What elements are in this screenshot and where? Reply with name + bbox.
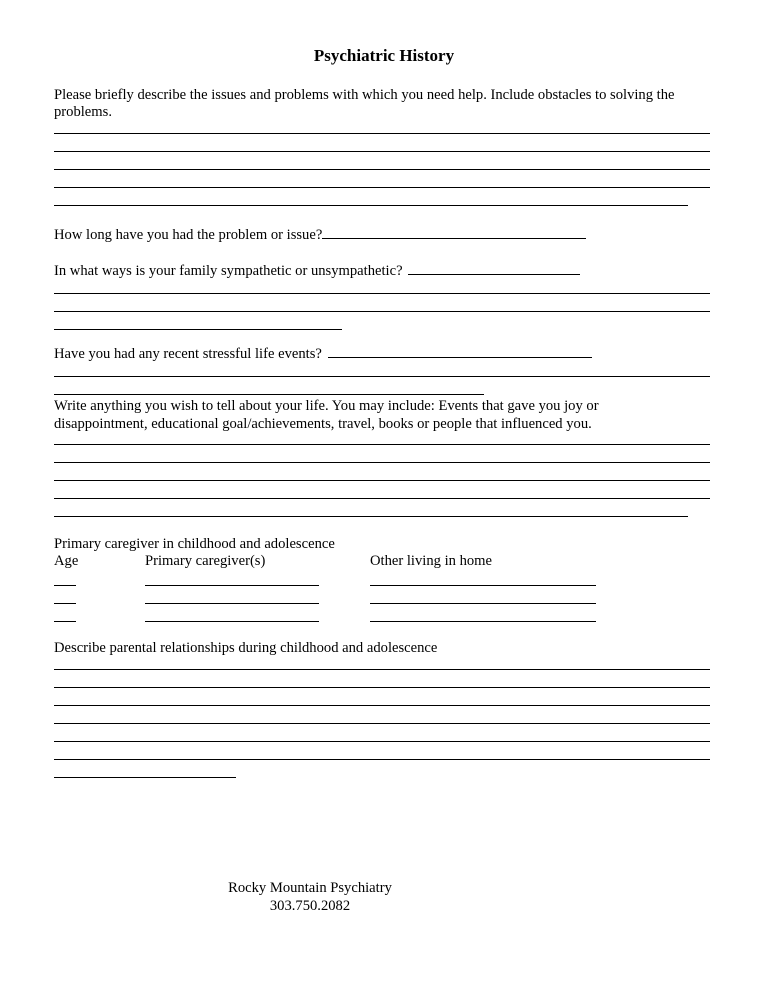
- age-field-2[interactable]: [54, 603, 76, 604]
- question-issues-line1: Please briefly describe the issues and problems with which you need help. Include obstacles to solving the: [54, 87, 675, 103]
- other-field-3[interactable]: [370, 621, 596, 622]
- age-field-3[interactable]: [54, 621, 76, 622]
- answer-line-life-1[interactable]: [54, 444, 710, 445]
- question-duration: How long have you had the problem or issue?: [54, 227, 323, 243]
- column-other-label: Other living in home: [370, 553, 493, 569]
- question-duration-row: [54, 226, 586, 244]
- answer-line-stress-1[interactable]: [54, 376, 710, 377]
- caregiver-field-3[interactable]: [145, 621, 319, 622]
- answer-line-family-2[interactable]: [54, 311, 710, 312]
- answer-line-parental-4[interactable]: [54, 723, 710, 724]
- answer-line-issues-1[interactable]: [54, 133, 710, 134]
- page-title: Psychiatric History: [313, 46, 455, 65]
- caregiver-heading: Primary caregiver in childhood and adolescence: [54, 536, 335, 552]
- answer-line-parental-5[interactable]: [54, 741, 710, 742]
- answer-line-life-5[interactable]: [54, 516, 688, 517]
- question-family: In what ways is your family sympathetic or unsympathetic?: [54, 263, 403, 279]
- question-stress-row: [54, 345, 592, 363]
- question-family-row: [54, 262, 580, 280]
- answer-line-duration[interactable]: [322, 226, 586, 239]
- footer-org: Rocky Mountain Psychiatry: [228, 880, 392, 896]
- column-caregiver-label: Primary caregiver(s): [145, 553, 266, 569]
- answer-line-life-3[interactable]: [54, 480, 710, 481]
- answer-line-family-inline[interactable]: [408, 262, 580, 275]
- other-field-1[interactable]: [370, 585, 596, 586]
- question-parental: Describe parental relationships during childhood and adolescence: [54, 640, 438, 656]
- column-age-label: Age: [54, 553, 79, 569]
- caregiver-field-2[interactable]: [145, 603, 319, 604]
- answer-line-life-4[interactable]: [54, 498, 710, 499]
- answer-line-stress-2[interactable]: [54, 394, 484, 395]
- answer-line-parental-2[interactable]: [54, 687, 710, 688]
- question-life-line1: Write anything you wish to tell about your life. You may include: Events that gave you joy or: [54, 398, 599, 414]
- answer-line-parental-3[interactable]: [54, 705, 710, 706]
- caregiver-field-1[interactable]: [145, 585, 319, 586]
- footer-phone: 303.750.2082: [269, 898, 351, 914]
- answer-line-parental-1[interactable]: [54, 669, 710, 670]
- question-life-line2: disappointment, educational goal/achievements, travel, books or people that influenced you.: [54, 416, 592, 432]
- answer-line-family-1[interactable]: [54, 293, 710, 294]
- age-field-1[interactable]: [54, 585, 76, 586]
- answer-line-parental-7[interactable]: [54, 777, 236, 778]
- answer-line-issues-4[interactable]: [54, 187, 710, 188]
- question-issues-line2: problems.: [54, 104, 112, 120]
- answer-line-issues-2[interactable]: [54, 151, 710, 152]
- other-field-2[interactable]: [370, 603, 596, 604]
- answer-line-family-3[interactable]: [54, 329, 342, 330]
- answer-line-parental-6[interactable]: [54, 759, 710, 760]
- question-stress: Have you had any recent stressful life events?: [54, 346, 322, 362]
- answer-line-issues-3[interactable]: [54, 169, 710, 170]
- answer-line-stress-inline[interactable]: [328, 345, 592, 358]
- answer-line-issues-5[interactable]: [54, 205, 688, 206]
- answer-line-life-2[interactable]: [54, 462, 710, 463]
